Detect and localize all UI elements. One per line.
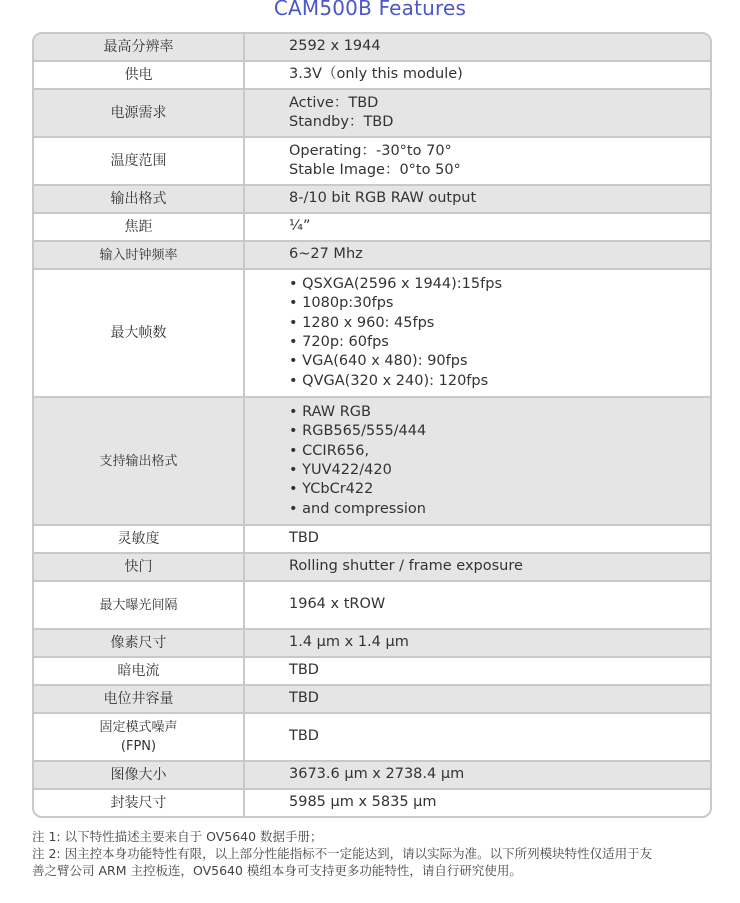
row-label-text: (FPN): [120, 739, 157, 754]
value-text: Active：TBD: [289, 94, 379, 111]
row-value: [245, 214, 710, 240]
row-label-text: 支持输出格式: [99, 453, 178, 469]
bullet-item: • and compression: [289, 500, 710, 519]
value-text: 1964 x tROW: [289, 596, 386, 613]
row-label-text: 输入时钟频率: [99, 247, 178, 263]
bullet-item: • 720p: 60fps: [289, 333, 710, 352]
row-value: [245, 34, 710, 60]
row-value: [245, 658, 710, 684]
footnote-line: 善之臂公司 ARM 主控板连，OV5640 模组本身可支持更多功能特性，请自行研究使用。: [32, 863, 522, 878]
row-label: [34, 630, 245, 656]
row-value: [245, 554, 710, 580]
table-row: [34, 60, 710, 88]
row-label-text: 快门: [124, 558, 153, 575]
row-label: [34, 138, 245, 184]
row-label: [34, 34, 245, 60]
row-label-text: 输出格式: [110, 190, 167, 207]
value-text: Rolling shutter / frame exposure: [289, 558, 523, 575]
row-value: [245, 630, 710, 656]
value-text: TBD: [289, 530, 319, 547]
value-text: ¼”: [289, 218, 311, 235]
bullet-item: • 1280 x 960: 45fps: [289, 314, 710, 333]
row-value: [245, 62, 710, 88]
row-label: [34, 686, 245, 712]
row-label-text: 温度范围: [110, 152, 167, 169]
table-row: [34, 524, 710, 552]
row-value: [245, 714, 710, 760]
row-value: [245, 790, 710, 816]
table-row: [34, 136, 710, 184]
row-label-text: 图像大小: [110, 766, 167, 783]
value-text: TBD: [289, 690, 319, 707]
value-text: 8-/10 bit RGB RAW output: [289, 190, 477, 207]
row-label-text: 焦距: [124, 218, 153, 235]
table-row: [34, 712, 710, 760]
bullet-item: • RGB565/555/444: [289, 422, 710, 441]
table-row: [34, 684, 710, 712]
value-text: 2592 x 1944: [289, 38, 381, 55]
value-text: TBD: [289, 728, 319, 745]
row-label-text: 灵敏度: [117, 530, 160, 547]
bullet-item: • 1080p:30fps: [289, 294, 710, 313]
table-row: [34, 184, 710, 212]
row-label: [34, 62, 245, 88]
bullet-item: • RAW RGB: [289, 403, 710, 422]
table-row: [34, 760, 710, 788]
row-label: [34, 526, 245, 552]
row-label-text: 电源需求: [110, 104, 167, 121]
row-value: [245, 242, 710, 268]
table-row: [34, 552, 710, 580]
row-value: [245, 526, 710, 552]
value-text: Operating：-30°to 70°: [289, 142, 452, 159]
row-value: [245, 90, 710, 136]
bullet-item: • QSXGA(2596 x 1944):15fps: [289, 275, 710, 294]
bullet-item: • YCbCr422: [289, 480, 710, 499]
bullet-item: • QVGA(320 x 240): 120fps: [289, 372, 710, 391]
row-value: [245, 582, 710, 628]
row-value: [245, 762, 710, 788]
row-label-text: 固定模式噪声: [99, 720, 178, 735]
table-row: [34, 628, 710, 656]
table-row: [34, 34, 710, 60]
row-label-text: 电位井容量: [103, 690, 174, 707]
row-value: [245, 138, 710, 184]
value-text: 5985 µm x 5835 µm: [289, 794, 437, 811]
row-label: [34, 762, 245, 788]
row-label: [34, 90, 245, 136]
spec-table: [32, 32, 712, 818]
row-label: [34, 398, 245, 524]
table-row: [34, 240, 710, 268]
row-value: [245, 686, 710, 712]
value-text: 3.3V（only this module): [289, 66, 463, 83]
row-value: [245, 398, 710, 524]
row-label-text: 供电: [124, 66, 153, 83]
table-row: [34, 788, 710, 816]
row-label: [34, 658, 245, 684]
table-row: [34, 396, 710, 524]
value-text: Standby：TBD: [289, 114, 394, 130]
value-text: 3673.6 µm x 2738.4 µm: [289, 766, 465, 783]
row-label-text: 最高分辨率: [103, 38, 174, 55]
table-row: [34, 656, 710, 684]
row-label: [34, 790, 245, 816]
table-row: [34, 212, 710, 240]
row-label: [34, 186, 245, 212]
row-label: [34, 214, 245, 240]
row-label-text: 像素尺寸: [110, 634, 167, 651]
row-label: [34, 242, 245, 268]
row-value: [245, 186, 710, 212]
row-label: [34, 714, 245, 760]
row-label-text: 最大帧数: [110, 324, 167, 341]
page-title: CAM500B Features: [273, 0, 467, 20]
bullet-item: • CCIR656,: [289, 442, 710, 461]
table-row: [34, 580, 710, 628]
footnote-line: 注 2: 因主控本身功能特性有限，以上部分性能指标不一定能达到，请以实际为准。以下所列模块特性仅适用于友: [32, 846, 653, 861]
row-label: [34, 270, 245, 396]
row-value: [245, 270, 710, 396]
row-label-text: 最大曝光间隔: [99, 597, 178, 613]
row-label-text: 封装尺寸: [110, 794, 167, 811]
value-text: Stable Image：0°to 50°: [289, 162, 461, 178]
table-row: [34, 88, 710, 136]
row-label: [34, 554, 245, 580]
row-label: [34, 582, 245, 628]
table-row: [34, 268, 710, 396]
value-text: TBD: [289, 662, 319, 679]
bullet-item: • VGA(640 x 480): 90fps: [289, 352, 710, 371]
value-text: 6~27 Mhz: [289, 246, 363, 263]
footnotes: [32, 828, 722, 879]
row-label-text: 暗电流: [117, 662, 160, 679]
value-text: 1.4 µm x 1.4 µm: [289, 634, 409, 651]
footnote-line: 注 1: 以下特性描述主要来自于 OV5640 数据手册；: [32, 829, 323, 844]
bullet-item: • YUV422/420: [289, 461, 710, 480]
